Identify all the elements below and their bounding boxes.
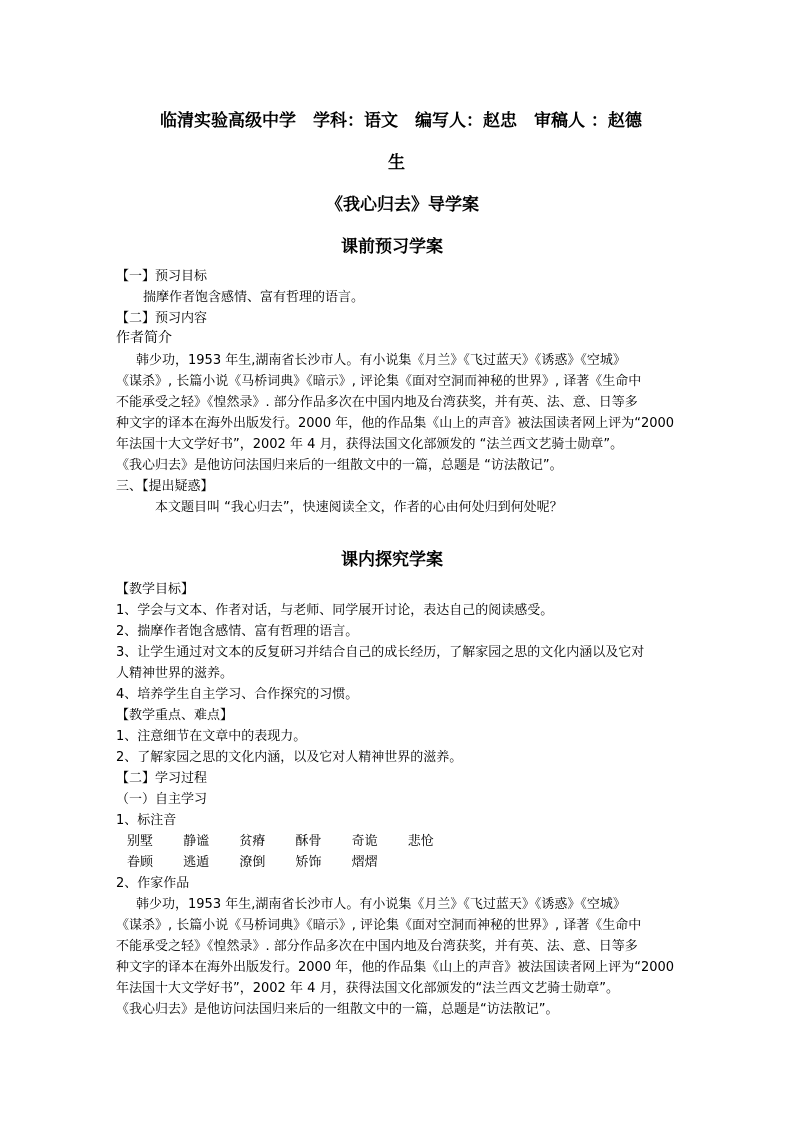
phonetic-word: 静谧 (183, 834, 210, 849)
goal-item: 3、让学生通过对文本的反复研习并结合自己的成长经历，了解家园之思的文化内涵以及它对 (116, 645, 645, 660)
goals-label: 【教学目标】 (116, 582, 195, 597)
bio2-line: 种文字的译本在海外出版发行。2000 年，他的作品集《山上的声音》被法国读者网上评为“2000 (116, 960, 675, 975)
phonetic-label: 1、标注音 (116, 813, 177, 828)
question-label: 三、【提出疑惑】 (116, 479, 214, 494)
bio2-line: 韩少功，1953 年生,湖南省长沙市人。有小说集《月兰》《飞过蓝天》《诱惑》《空城》 (136, 897, 626, 912)
phonetic-word: 潦倒 (239, 855, 266, 870)
bio2-line: 《谋杀》, 长篇小说《马桥词典》《暗示》, 评论集《面对空洞而神秘的世界》, 译著《生命中 (116, 918, 642, 933)
process-label: 【二】学习过程 (116, 771, 208, 786)
bio-line: 年法国十大文学好书”，2002 年 4 月，获得法国文化部颁发的 “法兰西文艺骑士勋章”。 (116, 437, 624, 452)
preview-goal-text: 揣摩作者饱含感情、富有哲理的语言。 (143, 290, 365, 305)
phonetic-word: 矫饰 (295, 855, 322, 870)
goal-item: 1、学会与文本、作者对话，与老师、同学展开讨论，表达自己的阅读感受。 (116, 603, 554, 618)
focus-label: 【教学重点、难点】 (116, 708, 234, 723)
header-line-1: 临清实验高级中学 学科：语文 编写人：赵忠 审稿人 ：赵德 (160, 111, 642, 131)
self-study-label: （一）自主学习 (116, 792, 208, 807)
phonetic-word: 眷顾 (127, 855, 154, 870)
bio-line: 《谋杀》, 长篇小说《马桥词典》《暗示》, 评论集《面对空洞而神秘的世界》, 译著《生命中 (116, 374, 642, 389)
author-intro-heading: 作者简介 (116, 330, 172, 346)
phonetic-word: 酥骨 (295, 834, 322, 849)
bio2-line: 不能承受之轻》《惶然录》. 部分作品多次在中国内地及台湾获奖，并有英、法、意、日等多 (116, 939, 638, 954)
phonetic-word: 贫瘠 (239, 834, 266, 849)
bio-line: 种文字的译本在海外出版发行。2000 年，他的作品集《山上的声音》被法国读者网上评为“2000 (116, 416, 675, 431)
focus-item: 2、了解家园之思的文化内涵，以及它对人精神世界的滋养。 (116, 750, 463, 765)
focus-item: 1、注意细节在文章中的表现力。 (116, 729, 307, 744)
goal-item: 2、揣摩作者饱含感情、富有哲理的语言。 (116, 624, 359, 639)
header-line-2: 生 (388, 153, 405, 173)
bio2-line: 年法国十大文学好书”，2002 年 4 月，获得法国文化部颁发的“法兰西文艺骑士勋章”。 (116, 981, 619, 996)
preview-goal-label: 【一】预习目标 (116, 269, 208, 284)
preview-content-label: 【二】预习内容 (116, 311, 208, 326)
bio2-line: 《我心归去》是他访问法国归来后的一组散文中的一篇，总题是“访法散记”。 (116, 1002, 559, 1017)
document-title: 《我心归去》导学案 (326, 195, 479, 215)
phonetic-word: 别墅 (127, 834, 154, 849)
phonetic-word: 悲怆 (407, 834, 434, 849)
phonetic-word: 逃遁 (183, 855, 210, 870)
bio-line: 《我心归去》是他访问法国归来后的一组散文中的一篇，总题是 “访法散记”。 (116, 458, 563, 473)
phonetic-words-row-2 (127, 851, 404, 870)
goal-item: 人精神世界的滋养。 (116, 666, 234, 681)
section-heading-preview: 课前预习学案 (341, 237, 443, 257)
phonetic-word: 熠熠 (351, 855, 378, 870)
author-works-label: 2、作家作品 (116, 876, 190, 891)
bio-line: 不能承受之轻》《惶然录》. 部分作品多次在中国内地及台湾获奖，并有英、法、意、日等多 (116, 395, 638, 410)
goal-item: 4、培养学生自主学习、合作探究的习惯。 (116, 687, 359, 702)
bio-line: 韩少功，1953 年生,湖南省长沙市人。有小说集《月兰》《飞过蓝天》《诱惑》《空城》 (136, 353, 626, 368)
phonetic-word: 奇诡 (351, 834, 378, 849)
question-text: 本文题目叫 “我心归去”，快速阅读全文，作者的心由何处归到何处呢？ (155, 500, 563, 515)
phonetic-words-row-1 (127, 830, 460, 849)
section-heading-inclass: 课内探究学案 (341, 550, 443, 570)
